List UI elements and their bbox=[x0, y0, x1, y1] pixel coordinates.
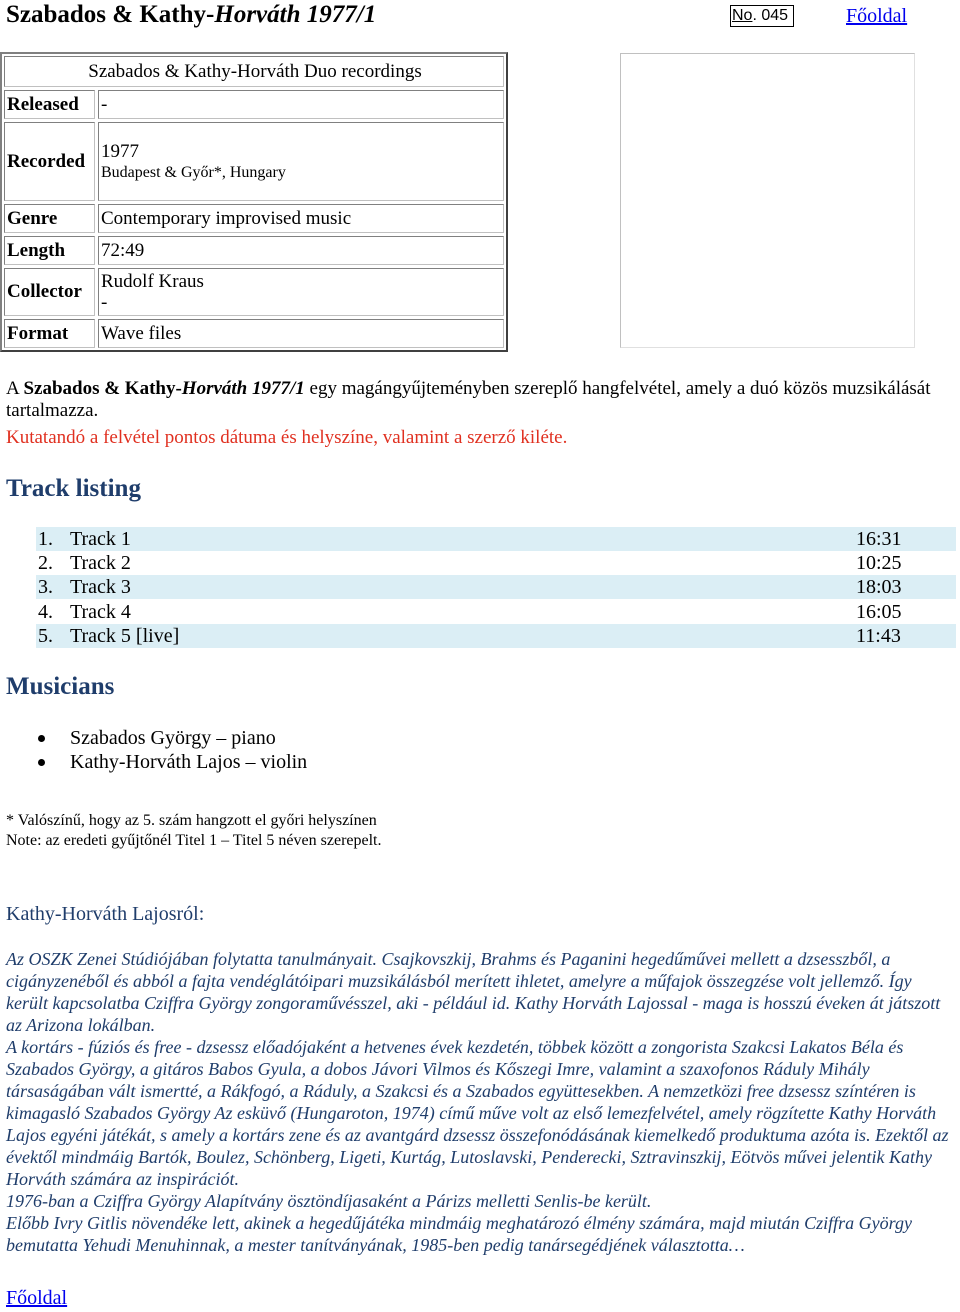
bio-paragraph: A kortárs - fúziós és free - dzsessz előadójaként a hetvenes évek kezdetén, többek között a zongorista Szakcsi Lakatos Béla és Szabados György, a gitáros Babos Gyula, a dobos Jávori Vilmos és Kőszegi Imre, valamint a szaxofonos Ráduly Mihály társaságában vált ismertté, a Rákfogó, a Ráduly, a Szakcsi és a Szabados együttesekben. A nemzetközi free dzsessz színtéren is kimagasló Szabados György Az esküvő (Hungaroton, 1974) című műve volt az első lemezfelvétel, amely rögzítette Kathy Horváth Lajos egyéni játékát, s amely a kortárs zene és az avantgárd dzsessz összefonódásának kiemelkedő produktuma azóta is. Ezektől az évektől mindmáig Bartók, Boulez, Schönberg, Ligeti, Kurtág, Lutoslavski, Penderecki, Sztravinszkij, Eötvös művei jelentik Kathy Horváth számára az inspirációt. bbox=[6, 1037, 949, 1189]
track-duration: 16:31 bbox=[856, 528, 902, 550]
collector-sub: - bbox=[101, 292, 108, 313]
intro-paragraph bbox=[6, 378, 946, 422]
musicians-heading: Musicians bbox=[6, 673, 115, 700]
format-label: Format bbox=[4, 319, 95, 348]
collector-name: Rudolf Kraus bbox=[101, 271, 204, 292]
recorded-value bbox=[98, 122, 504, 201]
genre-label: Genre bbox=[4, 204, 95, 233]
track-number: 5. bbox=[38, 625, 53, 647]
bio-text bbox=[6, 948, 956, 1256]
track-name: Track 4 bbox=[70, 601, 131, 623]
album-number-value: . 045 bbox=[752, 7, 789, 24]
musician-name: Szabados György – piano bbox=[70, 727, 276, 749]
bio-heading: Kathy-Horváth Lajosról: bbox=[6, 903, 205, 925]
track-duration: 18:03 bbox=[856, 576, 902, 598]
page-title-italic: Horváth 1977/1 bbox=[214, 1, 377, 28]
album-number-box bbox=[730, 5, 794, 27]
track-row bbox=[36, 600, 956, 624]
bio-paragraph: Az OSZK Zenei Stúdiójában folytatta tanulmányait. Csajkovszkij, Brahms és Paganini hegedűművei mellett a dzsesszből, a cigányzenéből és abból a fajta vendéglátóipari muzsikálásból merített ihletet, amelyre a műfajok összegzése volt jellemző. Így került kapcsolatba Cziffra György zongoraművésszel, aki - például id. Kathy Horváth Lajossal - maga is hosszú éveken át játszott az Arizona lokálban. bbox=[6, 949, 941, 1035]
collector-value bbox=[98, 268, 504, 316]
info-table-title: Szabados & Kathy-Horváth Duo recordings bbox=[4, 56, 504, 87]
bullet-icon bbox=[38, 759, 45, 766]
track-number: 3. bbox=[38, 576, 53, 598]
bullet-icon bbox=[38, 735, 45, 742]
released-value: - bbox=[98, 90, 504, 119]
track-name: Track 3 bbox=[70, 576, 131, 598]
intro-text-d: egy magángyűjteményben szereplő hangfelvétel, amely a duó közös muzsikálását tartalmazza. bbox=[6, 378, 931, 421]
musician-name: Kathy-Horváth Lajos – violin bbox=[70, 751, 308, 773]
genre-value: Contemporary improvised music bbox=[98, 204, 504, 233]
page-title-prefix: Szabados & Kathy- bbox=[6, 1, 215, 28]
home-link-top[interactable]: Főoldal bbox=[846, 5, 908, 27]
intro-album-name-italic: Horváth 1977/1 bbox=[181, 378, 305, 399]
page-title bbox=[6, 0, 376, 30]
track-duration: 16:05 bbox=[856, 601, 902, 623]
track-row bbox=[36, 527, 956, 551]
bio-paragraph: 1976-ban a Cziffra György Alapítvány ösztöndíjasaként a Párizs melletti Senlis-be került. bbox=[6, 1191, 652, 1211]
recorded-year: 1977 bbox=[101, 140, 139, 162]
track-number: 2. bbox=[38, 552, 53, 574]
track-number: 1. bbox=[38, 528, 53, 550]
intro-album-name: Szabados & Kathy- bbox=[23, 378, 182, 399]
footnote-star: * Valószínű, hogy az 5. szám hangzott el győri helyszínen bbox=[6, 812, 377, 829]
track-row bbox=[36, 575, 956, 599]
track-row bbox=[36, 624, 956, 648]
track-listing-heading: Track listing bbox=[6, 475, 141, 502]
track-row bbox=[36, 551, 956, 575]
footnote-note: Note: az eredeti gyűjtőnél Titel 1 – Titel 5 néven szerepelt. bbox=[6, 832, 382, 849]
intro-text-a: A bbox=[6, 378, 24, 399]
length-label: Length bbox=[4, 236, 95, 265]
recorded-place: Budapest & Győr*, Hungary bbox=[101, 163, 286, 181]
track-duration: 10:25 bbox=[856, 552, 902, 574]
track-duration: 11:43 bbox=[856, 625, 901, 647]
bio-paragraph: Előbb Ivry Gitlis növendéke lett, akinek a hegedűjátéka mindmáig meghatározó élmény számára, majd miután Cziffra György bemutatta Yehudi Menuhinnak, a mester tanítványának, 1985-ben pedig tanársegédjének választotta… bbox=[6, 1213, 912, 1255]
collector-label: Collector bbox=[4, 268, 95, 316]
track-name: Track 5 [live] bbox=[70, 625, 180, 647]
track-name: Track 2 bbox=[70, 552, 131, 574]
album-info-table bbox=[0, 52, 508, 352]
album-number-prefix: No bbox=[732, 7, 753, 24]
home-link-bottom[interactable]: Főoldal bbox=[6, 1287, 68, 1309]
track-name: Track 1 bbox=[70, 528, 131, 550]
released-label: Released bbox=[4, 90, 95, 119]
format-value: Wave files bbox=[98, 319, 504, 348]
recorded-label: Recorded bbox=[4, 122, 95, 201]
length-value: 72:49 bbox=[98, 236, 504, 265]
research-note: Kutatandó a felvétel pontos dátuma és helyszíne, valamint a szerző kiléte. bbox=[6, 427, 568, 448]
track-number: 4. bbox=[38, 601, 53, 623]
cover-image-placeholder bbox=[620, 53, 915, 348]
